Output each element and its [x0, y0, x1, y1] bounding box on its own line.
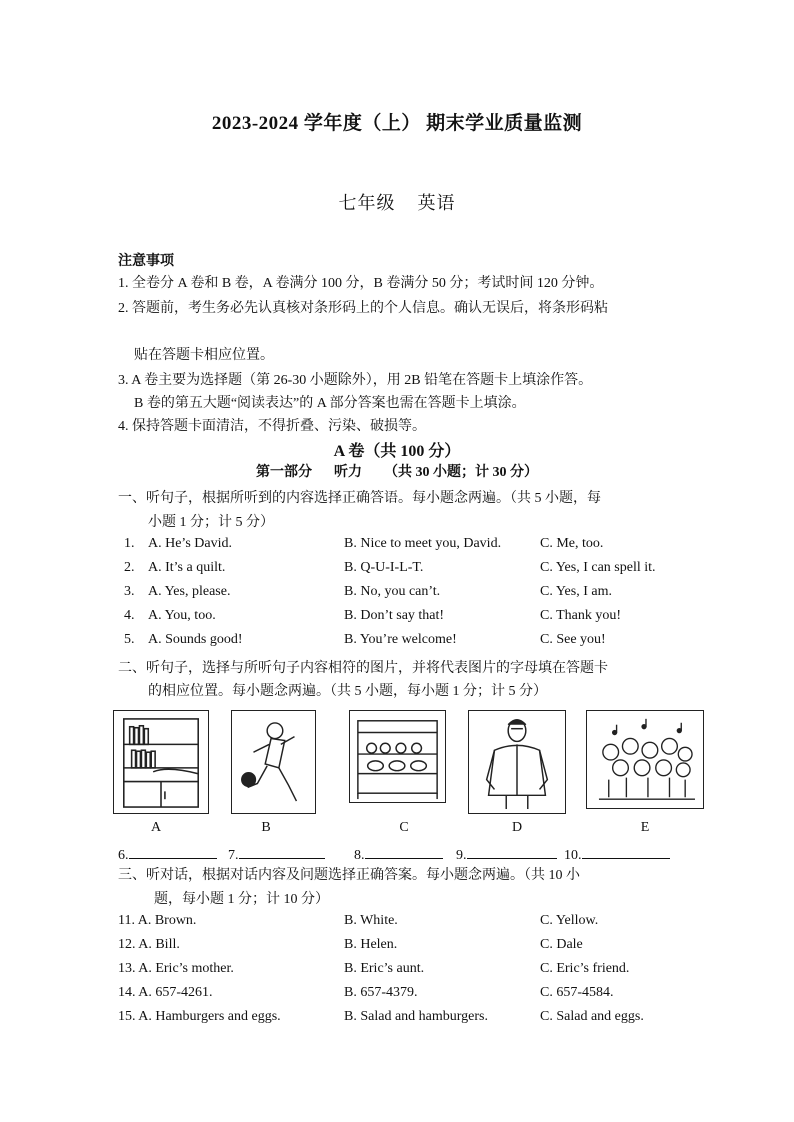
part1-name: 听力 — [334, 465, 362, 480]
bookcase-icon — [113, 710, 209, 814]
blank-7-num: 7. — [228, 848, 239, 863]
q1-num: 1. — [124, 536, 135, 551]
q5-num: 5. — [124, 632, 135, 647]
part1-label: 第一部分 — [256, 465, 312, 480]
section1-instruction-cont: 小题 1 分；计 5 分） — [148, 515, 274, 530]
q14-option-b: B. 657-4379. — [344, 985, 418, 1000]
singing-children-icon — [586, 710, 704, 809]
man-in-jacket-icon — [468, 710, 566, 814]
q3-option-b: B. No, you can’t. — [344, 584, 441, 599]
answer-blank-10 — [564, 844, 670, 864]
note-line-4: 4. 保持答题卡面清洁，不得折叠、污染、破损等。 — [118, 419, 426, 434]
grade-label: 七年级 — [338, 193, 396, 213]
q5-option-a: A. Sounds good! — [148, 632, 243, 647]
q1-option-a: A. He’s David. — [148, 536, 232, 551]
picture-label-b: B — [261, 820, 271, 835]
q12-option-a: 12. A. Bill. — [118, 937, 180, 952]
q4-option-c: C. Thank you! — [540, 608, 622, 623]
note-line-2: 2. 答题前，考生务必先认真核对条形码上的个人信息。确认无误后，将条形码粘 — [118, 301, 608, 316]
answer-blank-9 — [456, 844, 557, 864]
note-line-1: 1. 全卷分 A 卷和 B 卷，A 卷满分 100 分，B 卷满分 50 分；考试时间 120 分钟。 — [118, 276, 604, 291]
q5-option-b: B. You’re welcome! — [344, 632, 457, 647]
q11-option-c: C. Yellow. — [540, 913, 599, 928]
blank-8-line — [365, 844, 443, 859]
part1-title — [0, 461, 794, 481]
q14-option-c: C. 657-4584. — [540, 985, 614, 1000]
answer-blank-6 — [118, 844, 217, 864]
q2-option-b: B. Q-U-I-L-T. — [344, 560, 424, 575]
q3-option-c: C. Yes, I am. — [540, 584, 612, 599]
note-line-2-cont: 贴在答题卡相应位置。 — [134, 348, 274, 363]
q15-option-c: C. Salad and eggs. — [540, 1009, 644, 1024]
blank-8-num: 8. — [354, 848, 365, 863]
q4-option-b: B. Don’t say that! — [344, 608, 445, 623]
note-line-3: 3. A 卷主要为选择题（第 26-30 小题除外），用 2B 铅笔在答题卡上填涂作答。 — [118, 373, 593, 388]
q4-num: 4. — [124, 608, 135, 623]
q11-option-a: 11. A. Brown. — [118, 913, 197, 928]
q15-option-b: B. Salad and hamburgers. — [344, 1009, 488, 1024]
note-line-3-cont: B 卷的第五大题“阅读表达”的 A 部分答案也需在答题卡上填涂。 — [134, 396, 526, 411]
blank-10-num: 10. — [564, 848, 582, 863]
q5-option-c: C. See you! — [540, 632, 606, 647]
q1-option-c: C. Me, too. — [540, 536, 604, 551]
q12-option-c: C. Dale — [540, 937, 583, 952]
q15-option-a: 15. A. Hamburgers and eggs. — [118, 1009, 281, 1024]
q2-num: 2. — [124, 560, 135, 575]
picture-label-d: D — [511, 820, 523, 835]
blank-6-num: 6. — [118, 848, 129, 863]
q14-option-a: 14. A. 657-4261. — [118, 985, 213, 1000]
q13-option-b: B. Eric’s aunt. — [344, 961, 425, 976]
picture-label-a: A — [150, 820, 162, 835]
soccer-player-icon — [231, 710, 316, 814]
picture-label-e: E — [640, 820, 650, 835]
exam-title: 2023-2024 学年度（上） 期末学业质量监测 — [211, 113, 583, 134]
blank-9-line — [467, 844, 557, 859]
exam-subtitle — [0, 189, 794, 215]
blank-6-line — [129, 844, 217, 859]
q2-option-a: A. It’s a quilt. — [148, 560, 226, 575]
section-a-title: A 卷（共 100 分） — [333, 443, 461, 460]
q4-option-a: A. You, too. — [148, 608, 216, 623]
section2-instruction-cont: 的相应位置。每小题念两遍。（共 5 小题，每小题 1 分；计 5 分） — [148, 684, 547, 699]
section1-instruction: 一、听句子，根据所听到的内容选择正确答语。每小题念两遍。（共 5 小题，每 — [118, 491, 601, 506]
food-stall-icon — [349, 710, 446, 803]
q12-option-b: B. Helen. — [344, 937, 398, 952]
q3-num: 3. — [124, 584, 135, 599]
part1-info: （共 30 小题；计 30 分） — [384, 465, 538, 480]
q3-option-a: A. Yes, please. — [148, 584, 231, 599]
q1-option-b: B. Nice to meet you, David. — [344, 536, 502, 551]
blank-7-line — [239, 844, 325, 859]
q2-option-c: C. Yes, I can spell it. — [540, 560, 656, 575]
section3-instruction-cont: 题，每小题 1 分；计 10 分） — [154, 892, 329, 907]
blank-9-num: 9. — [456, 848, 467, 863]
q13-option-a: 13. A. Eric’s mother. — [118, 961, 234, 976]
notes-heading: 注意事项 — [118, 254, 174, 269]
answer-blank-8 — [354, 844, 443, 864]
picture-label-c: C — [399, 820, 409, 835]
q11-option-b: B. White. — [344, 913, 398, 928]
section2-instruction: 二、听句子，选择与所听句子内容相符的图片，并将代表图片的字母填在答题卡 — [118, 661, 608, 676]
subject-label: 英语 — [417, 193, 456, 213]
section3-instruction: 三、听对话，根据对话内容及问题选择正确答案。每小题念两遍。（共 10 小 — [118, 868, 580, 883]
q13-option-c: C. Eric’s friend. — [540, 961, 630, 976]
answer-blank-7 — [228, 844, 325, 864]
blank-10-line — [582, 844, 670, 859]
